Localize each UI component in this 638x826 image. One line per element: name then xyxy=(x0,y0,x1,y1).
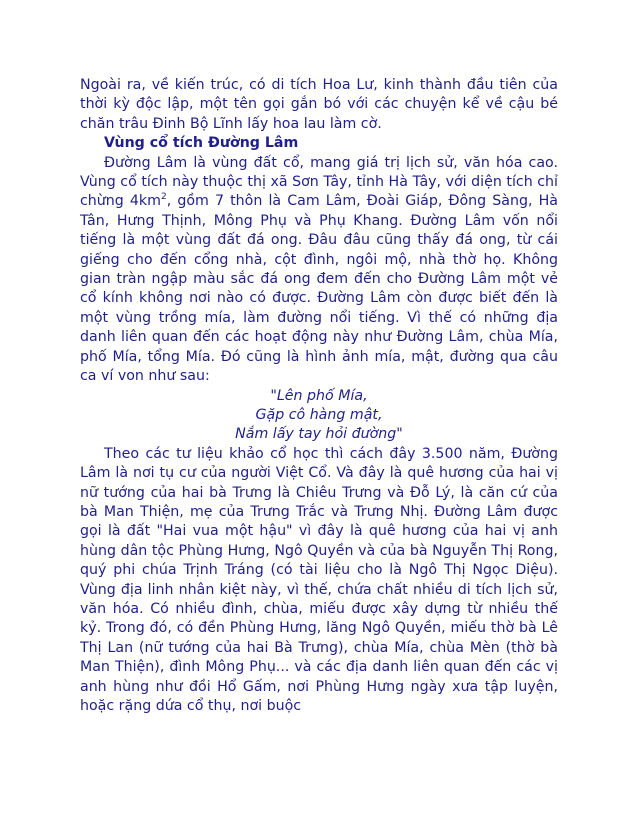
verse-line-2: Gặp cô hàng mật, xyxy=(255,406,383,423)
verse-line-1: "Lên phố Mía, xyxy=(270,387,368,404)
folk-verse xyxy=(80,387,558,445)
paragraph-1-text-start: Đường Lâm là vùng đất cổ, mang giá trị lịch sử, văn hóa cao. Vùng cổ tích này thuộc thị xã Sơn Tây, tỉnh Hà Tây, với diện tích chỉ chừng 4km xyxy=(80,154,558,210)
section-heading: Vùng cổ tích Đường Lâm xyxy=(104,135,299,152)
document-page xyxy=(80,76,558,716)
body-paragraph-1 xyxy=(80,154,558,387)
body-paragraph-2: Theo các tư liệu khảo cổ học thì cách đây 3.500 năm, Đường Lâm là nơi tụ cư của người Việt Cổ. Và đây là quê hương của hai vị nữ tướng của hai bà Trưng là Chiêu Trưng và Đỗ Lý, là căn cứ của bà Man Thiện, mẹ của Trưng Trắc và Trưng Nhị. Đường Lâm được gọi là đất "Hai vua một hậu" vì đây là quê hương của hai vị anh hùng dân tộc Phùng Hưng, Ngô Quyền và của bà Nguyễn Thị Rong, quý phi chúa Trịnh Tráng (có tài liệu cho là Ngô Thị Ngọc Diệu). Vùng địa linh nhân kiệt này, vì thế, chứa chất nhiều di tích lịch sử, văn hóa. Có nhiều đình, chùa, miếu được xây dựng từ nhiều thế kỷ. Trong đó, có đền Phùng Hưng, lăng Ngô Quyền, miếu thờ bà Lê Thị Lan (nữ tướng của hai Bà Trưng), chùa Mía, chùa Mèn (thờ bà Man Thiện), đình Mông Phụ... và các địa danh liên quan đến các vị anh hùng như đồi Hổ Gấm, nơi Phùng Hưng ngày xưa tập luyện, hoặc rặng dứa cổ thụ, nơi buộc xyxy=(80,445,558,714)
paragraph-1-text-end: , gồm 7 thôn là Cam Lâm, Đoài Giáp, Đông Sàng, Hà Tân, Hưng Thịnh, Mông Phụ và Phụ Khang. Đường Lâm vốn nổi tiếng là một vùng đất đá ong. Đâu đâu cũng thấy đá ong, từ cái giếng cho đến cổng nhà, cột đình, ngôi mộ, nhà thờ họ. Không gian tràn ngập màu sắc đá ong đem đến cho Đường Lâm một vẻ cổ kính không nơi nào có được. Đường Lâm còn được biết đến là một vùng trồng mía, làm đường nổi tiếng. Vì thế có những địa danh liên quan đến các hoạt động này như Đường Lâm, chùa Mía, phố Mía, tổng Mía. Đó cũng là hình ảnh mía, mật, đường qua câu ca ví von như sau: xyxy=(80,193,558,385)
area-unit-superscript: 2 xyxy=(160,192,167,203)
verse-line-3: Nắm lấy tay hỏi đường" xyxy=(235,426,403,443)
intro-paragraph: Ngoài ra, về kiến trúc, có di tích Hoa Lư, kinh thành đầu tiên của thời kỳ độc lập, một tên gọi gắn bó với các chuyện kể về cậu bé chăn trâu Đinh Bộ Lĩnh lấy hoa lau làm cờ. xyxy=(80,77,558,132)
